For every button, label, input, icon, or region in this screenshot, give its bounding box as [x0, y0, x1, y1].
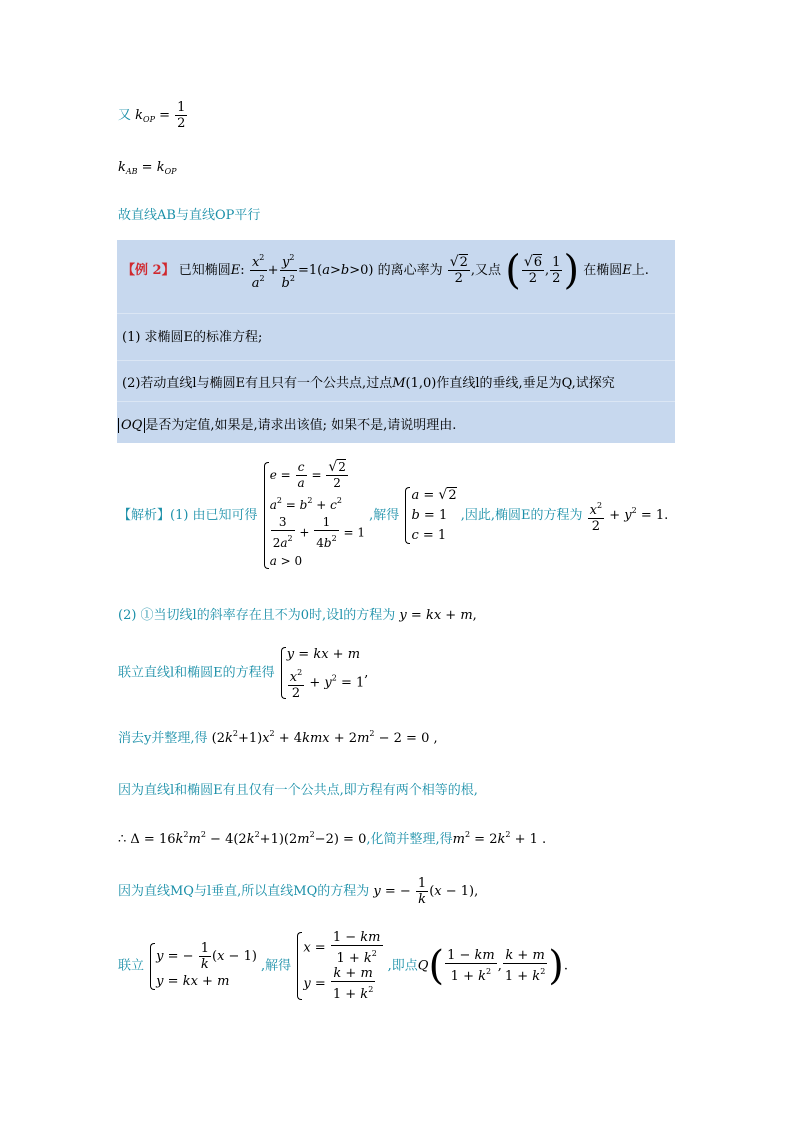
sol-text: 因为直线MQ与l垂直,所以直线MQ的方程为 [118, 884, 370, 899]
solution-part-2: (2) ①当切线l的斜率存在且不为0时,设l的方程为 y = kx + m, [118, 608, 477, 623]
question-2-line-1: (2)若动直线l与椭圆E有且只有一个公共点,过点M(1,0)作直线l的垂线,垂足为Q,试探究 [122, 376, 615, 391]
question-1: (1) 求椭圆E的标准方程; [122, 330, 263, 345]
q2-text: 是否为定值,如果是,请求出该值; 如果不是,请说明理由. [145, 418, 457, 433]
fraction-half: $\frac{1}{2}$ [177, 100, 186, 131]
sol-text: ,即点 [387, 958, 418, 974]
q2-text: 作直线l的垂线,垂足为Q,试探究 [436, 376, 615, 391]
system-result: a = √2 b = 1 c = 1 [403, 485, 456, 546]
divider [117, 401, 675, 402]
stem-text: 的离心率为 [377, 263, 443, 278]
system-line-ellipse: y = kx + m $\frac{x^2}{2}$ + $y^2 = 1$ [279, 645, 365, 701]
stem-text: 上. [631, 263, 649, 278]
q2-text: (2)若动直线l与椭圆E有且只有一个公共点,过点 [122, 376, 393, 391]
solution-line-5: 因为直线l和椭圆E有且仅有一个公共点,即方程有两个相等的根, [118, 783, 478, 798]
solution-line-3: 联立直线l和椭圆E的方程得 y = kx + m $\frac{x^2}{2}$ + $y^2 = 1$ , [118, 647, 369, 701]
line-kop: 又 $k_{OP}$ = $\frac{1}{2}$ [118, 100, 186, 131]
solution-part-1: 【解析】(1) 由已知可得 e = $\frac{c}{a}$ = $\frac{√2}{2}$ $a^2 = b^2 + c^2$ $\frac{3}{2a^2}$ + $\frac{1}{4b^2}$ = 1 a > 0 ,解得 a = √2 b = 1 c = 1 ,因此,椭圆E的方程为 $\frac{x^2}{2}$ + $y^2 = 1$. [118, 460, 668, 571]
sol-text: (2) ①当切线l的斜率存在且不为0时,设l的方程为 [118, 608, 396, 623]
stem-text: 在椭圆 [583, 263, 623, 278]
sol-text: 【解析】(1) 由已知可得 [118, 508, 258, 523]
divider [117, 313, 675, 314]
system-given: e = $\frac{c}{a}$ = $\frac{√2}{2}$ $a^2 = b^2 + c^2$ $\frac{3}{2a^2}$ + $\frac{1}{4b^2}$ = 1 a > 0 [262, 460, 365, 571]
solution-line-4: 消去y并整理,得 $(2k^2+1)x^2 + 4kmx + 2m^2 - 2 = 0$ , [118, 729, 438, 746]
sol-text: ,因此,椭圆E的方程为 [460, 508, 583, 523]
sol-text: ,解得 [261, 958, 292, 974]
stem-text: ,又点 [470, 263, 502, 278]
solution-line-8: 联立 y = − $\frac{1}{k}$ (x − 1) y = kx + m ,解得 x = $\frac{1 - km}{1 + k^2}$ y = $\frac{k + m}{1 + k^2}$ ,即点Q( $\frac{1 - km}{1 + k^2}$ , $\frac{k + m}{1 + k^2}$ ). [118, 930, 569, 1002]
sol-text: 联立直线l和椭圆E的方程得 [118, 665, 275, 681]
sol-text: 联立 [118, 958, 145, 974]
system-q-coords: x = $\frac{1 - km}{1 + k^2}$ y = $\frac{k + m}{1 + k^2}$ [295, 930, 383, 1002]
solution-line-6: ∴ $\Delta = 16k^2m^2 - 4(2k^2+1)(2m^2-2) = 0$,化简并整理,得$m^2 = 2k^2 + 1$ . [118, 830, 547, 847]
stem-text: 已知椭圆 [178, 263, 231, 278]
question-2-line-2: OQ 是否为定值,如果是,请求出该值; 如果不是,请说明理由. [118, 414, 456, 433]
sol-text: ,化简并整理,得 [366, 832, 453, 847]
sol-text: ,解得 [369, 508, 400, 523]
sol-text: 消去y并整理,得 [118, 731, 208, 746]
line-kab-kop: $k_{AB} = k_{OP}$ [118, 160, 177, 176]
solution-line-7: 因为直线MQ与l垂直,所以直线MQ的方程为 y = − $\frac{1}{k}$ (x − 1), [118, 876, 479, 907]
example-stem: 【例 2】 已知椭圆E: $\frac{x^2}{a^2}$ + $\frac{y^2}{b^2}$ =1(a>b>0) 的离心率为 $\frac{√2}{2}$ ,又点 ( $\frac{√6}{2}$ , $\frac{1}{2}$ ) 在椭圆E上. [122, 247, 649, 294]
divider [117, 360, 675, 361]
system-mq-l: y = − $\frac{1}{k}$ (x − 1) y = kx + m [148, 941, 257, 992]
conclusion-parallel: 故直线AB与直线OP平行 [118, 208, 261, 223]
example-tag: 【例 2】 [122, 263, 175, 278]
text-you: 又 [118, 108, 132, 123]
